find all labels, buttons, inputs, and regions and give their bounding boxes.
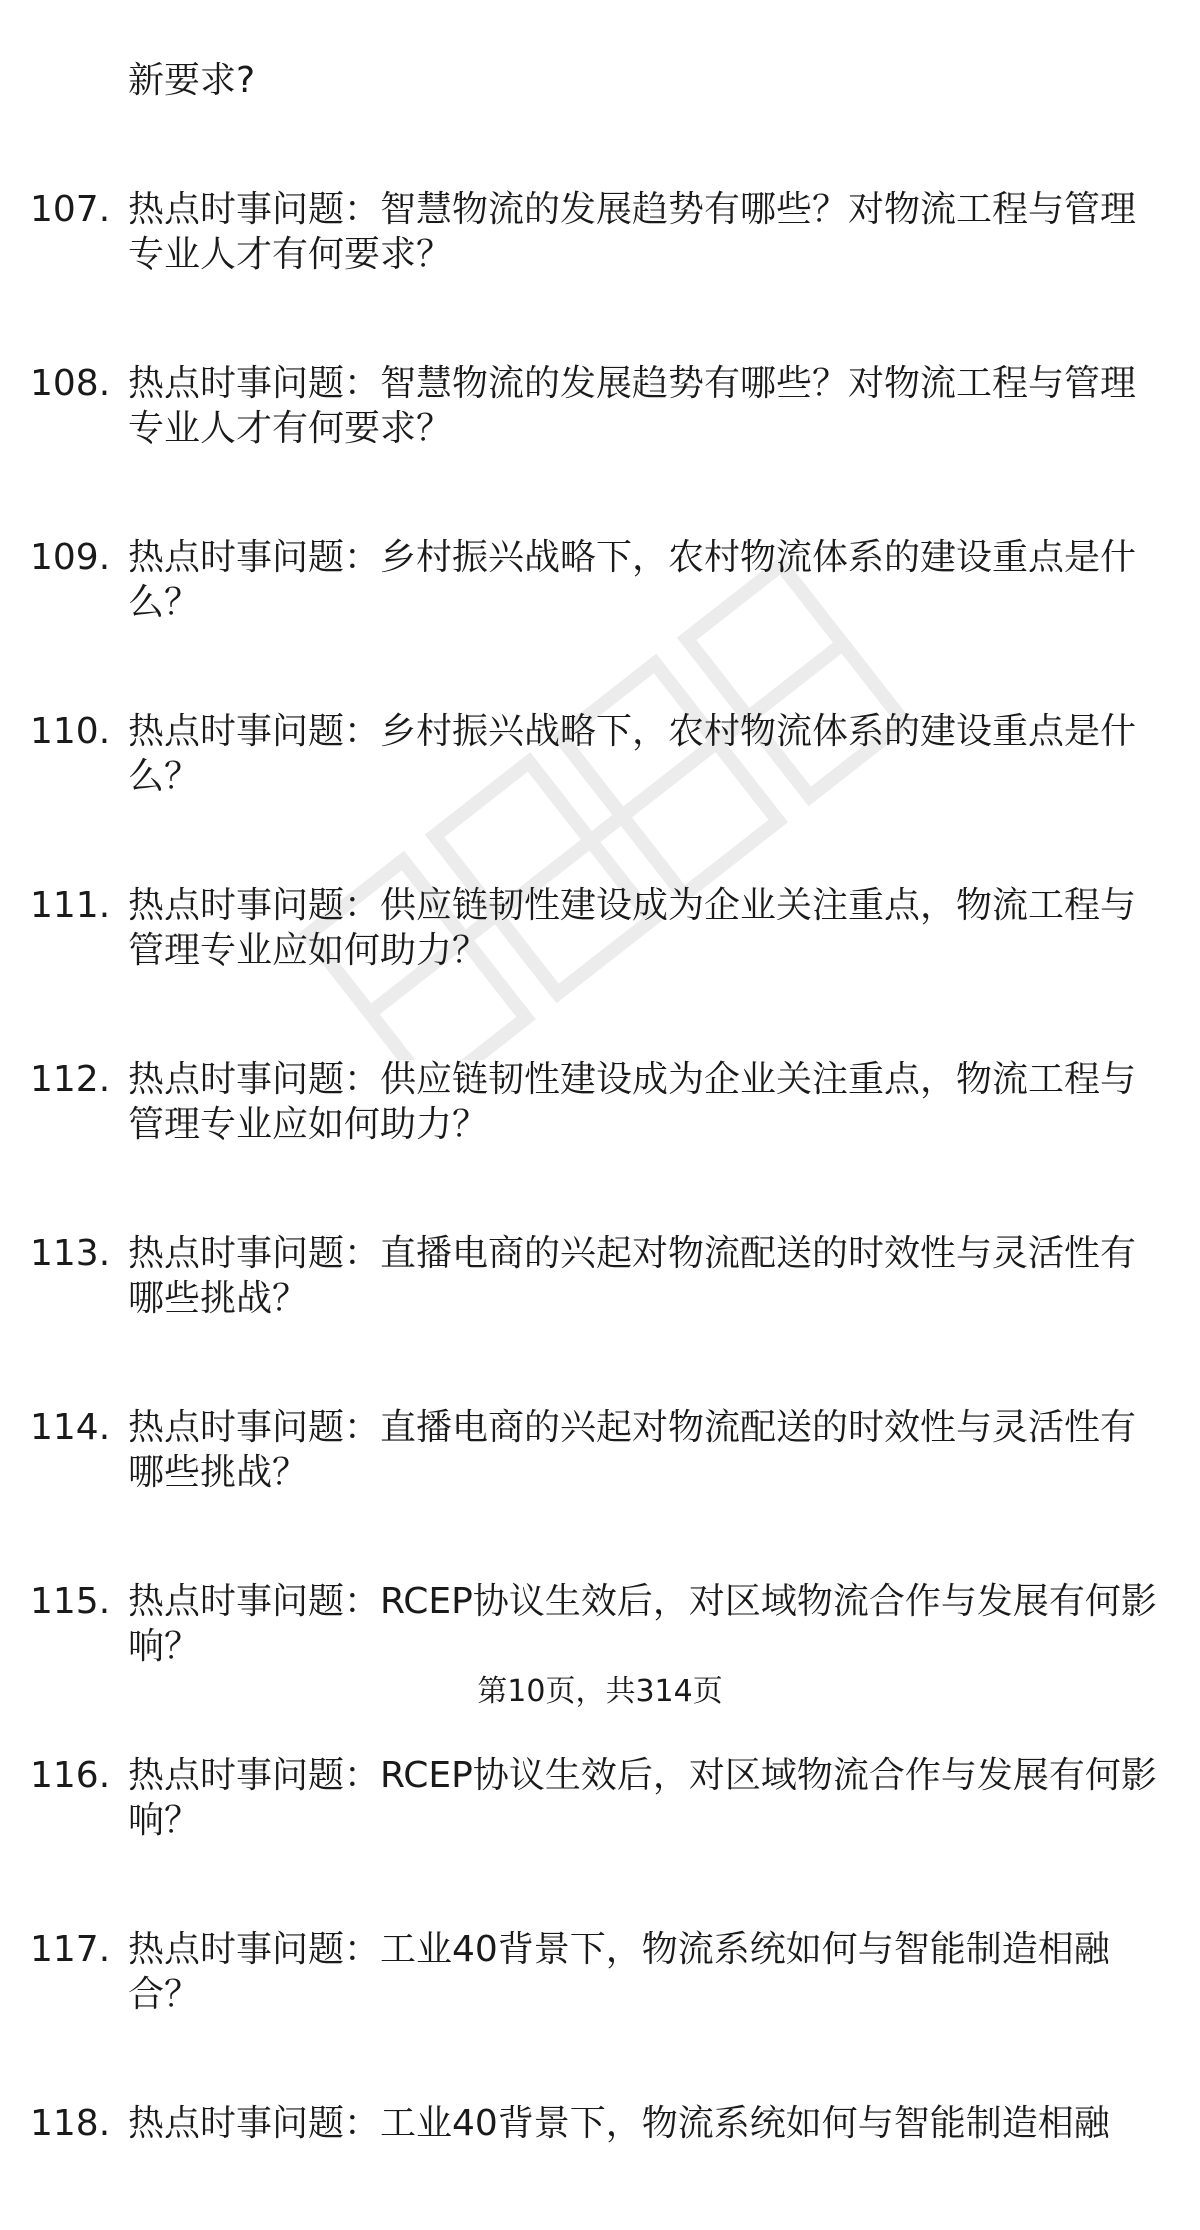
list-item [30, 1579, 1170, 1669]
item-text: 新要求? [128, 60, 256, 101]
item-number: 118. [30, 2103, 111, 2144]
item-text: 热点时事问题：智慧物流的发展趋势有哪些？对物流工程与管理专业人才有何要求？ [128, 189, 1137, 275]
item-number: 111. [30, 885, 111, 926]
list-item [30, 535, 1170, 625]
list-item [30, 361, 1170, 451]
item-number: 113. [30, 1233, 111, 1274]
item-number: 114. [30, 1407, 111, 1448]
list-item [30, 187, 1170, 277]
list-item [30, 1927, 1170, 2017]
list-item [30, 1231, 1170, 1321]
item-text: 热点时事问题：乡村振兴战略下，农村物流体系的建设重点是什么？ [128, 537, 1137, 623]
item-text: 热点时事问题：直播电商的兴起对物流配送的时效性与灵活性有哪些挑战？ [128, 1233, 1137, 1319]
item-text: 热点时事问题：RCEP协议生效后，对区域物流合作与发展有何影响？ [128, 1755, 1157, 1841]
item-number: 108. [30, 363, 111, 404]
item-text: 热点时事问题：供应链韧性建设成为企业关注重点，物流工程与管理专业应如何助力？ [128, 1059, 1137, 1145]
page-number-footer: 第10页，共314页 [477, 1674, 723, 1709]
item-number: 115. [30, 1581, 111, 1622]
item-text: 热点时事问题：直播电商的兴起对物流配送的时效性与灵活性有哪些挑战？ [128, 1407, 1137, 1493]
item-text: 热点时事问题：供应链韧性建设成为企业关注重点，物流工程与管理专业应如何助力？ [128, 885, 1137, 971]
item-text: 热点时事问题：智慧物流的发展趋势有哪些？对物流工程与管理专业人才有何要求？ [128, 363, 1137, 449]
list-item [30, 1405, 1170, 1495]
list-item [30, 1057, 1170, 1147]
question-list [30, 58, 1170, 2230]
item-number: 116. [30, 1755, 111, 1796]
item-text: 热点时事问题：乡村振兴战略下，农村物流体系的建设重点是什么？ [128, 711, 1137, 797]
list-item [30, 709, 1170, 799]
item-text: 热点时事问题：工业40背景下，物流系统如何与智能制造相融 [128, 2103, 1110, 2144]
item-number: 112. [30, 1059, 111, 1100]
item-number: 117. [30, 1929, 111, 1970]
item-text: 热点时事问题：RCEP协议生效后，对区域物流合作与发展有何影响？ [128, 1581, 1157, 1667]
item-number: 107. [30, 189, 111, 230]
list-item-continuation [30, 58, 1170, 103]
item-number: 110. [30, 711, 111, 752]
list-item [30, 883, 1170, 973]
list-item [30, 2101, 1170, 2146]
list-item [30, 1753, 1170, 1843]
item-number: 109. [30, 537, 111, 578]
item-text: 热点时事问题：工业40背景下，物流系统如何与智能制造相融合？ [128, 1929, 1110, 2015]
